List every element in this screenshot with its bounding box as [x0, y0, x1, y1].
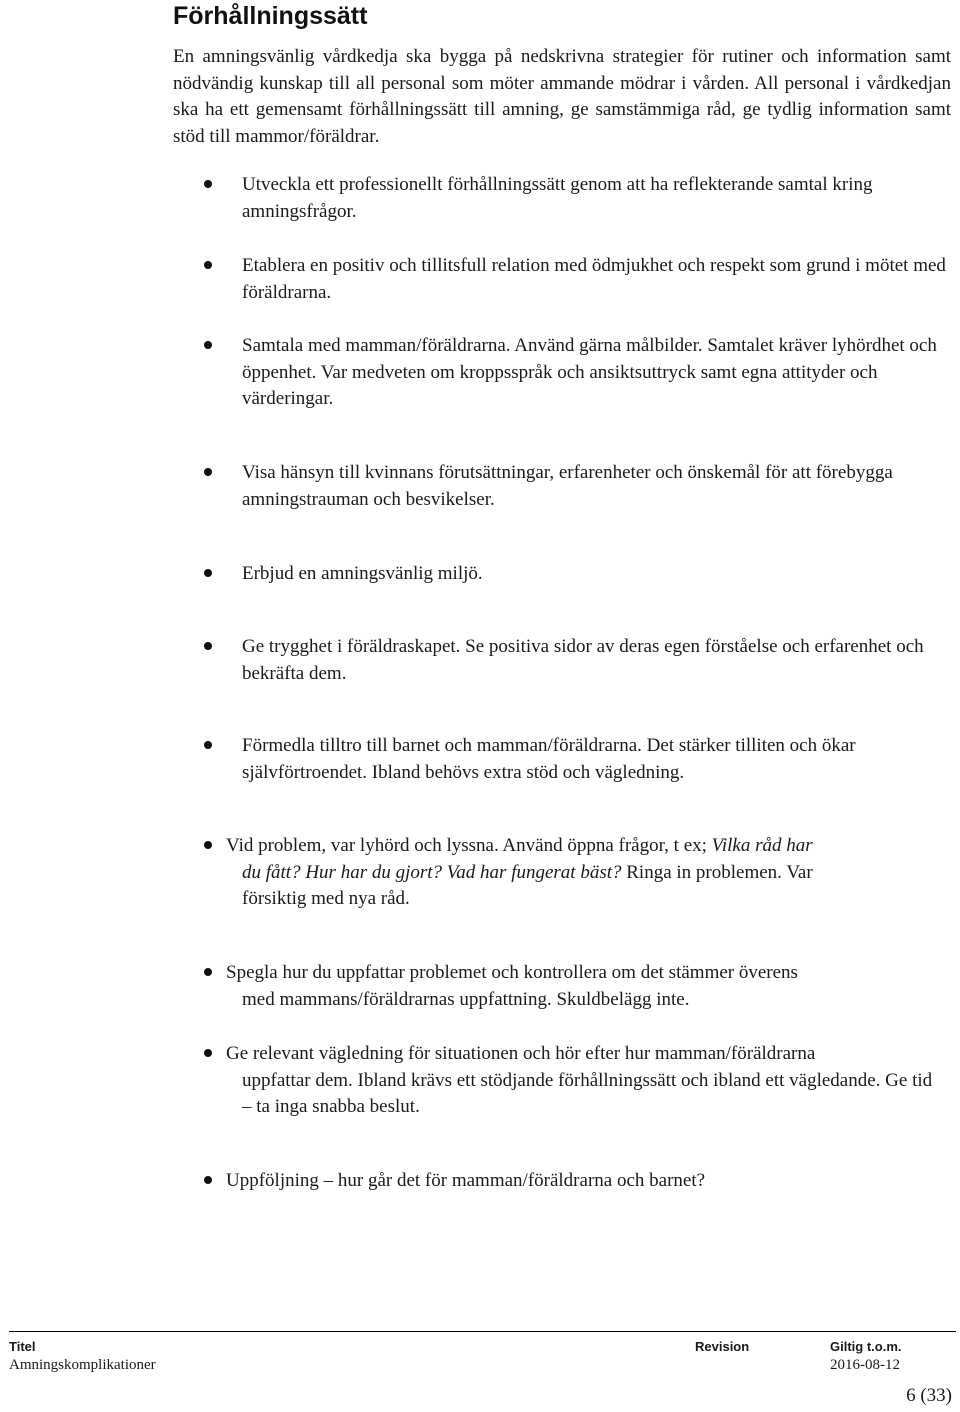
footer-title	[9, 1338, 156, 1374]
footer-revision-label: Revision	[695, 1339, 750, 1354]
bullet-icon	[204, 468, 212, 476]
list-item-text-part: försiktig med nya råd.	[242, 888, 410, 909]
footer-valid-label: Giltig t.o.m.	[830, 1339, 902, 1354]
list-item-text	[226, 960, 938, 1013]
footer-revision	[695, 1338, 749, 1356]
list-item-text: Förmedla tilltro till barnet och mamman/föräldrarna. Det stärker tilliten och ökar självförtroendet. Ibland behövs extra stöd och vägledning.	[242, 735, 856, 783]
footer-title-value: Amningskomplikationer	[9, 1357, 156, 1373]
bullet-icon	[204, 569, 212, 577]
bullet-icon	[204, 642, 212, 650]
list-item-text: Erbjud en amningsvänlig miljö.	[242, 563, 483, 584]
list-item-text: Ge trygghet i föräldraskapet. Se positiva sidor av deras egen förståelse och erfarenhet och bekräfta dem.	[242, 636, 924, 684]
footer-valid	[830, 1338, 902, 1374]
list-item-text: Visa hänsyn till kvinnans förutsättningar, erfarenheter och önskemål för att förebygga amningstrauman och besvikelser.	[242, 462, 893, 510]
list-item-italic: du fått? Hur har du gjort? Vad har fungerat bäst?	[242, 861, 622, 883]
list-item-text: Uppföljning – hur går det för mamman/föräldrarna och barnet?	[226, 1170, 706, 1191]
list-item-text-part: uppfattar dem. Ibland krävs ett stödjande förhållningssätt och ibland ett vägledande. Ge tid – ta inga snabba beslut.	[242, 1069, 933, 1117]
footer-title-label: Titel	[9, 1339, 36, 1354]
page-number: 6 (33)	[906, 1385, 952, 1406]
bullet-icon	[204, 741, 212, 749]
bullet-icon	[204, 341, 212, 349]
bullet-icon	[204, 841, 212, 849]
list-item-text-part: Ringa in problemen. Var	[621, 861, 813, 883]
footer-valid-value: 2016-08-12	[830, 1357, 900, 1373]
list-item-text-part: Spegla hur du uppfattar problemet och kontrollera om det stämmer överens	[226, 962, 798, 983]
bullet-icon	[204, 1049, 212, 1057]
page-heading: Förhållningssätt	[173, 2, 368, 30]
list-item-text: Etablera en positiv och tillitsfull relation med ödmjukhet och respekt som grund i mötet med föräldrarna.	[242, 255, 946, 303]
footer-divider	[9, 1331, 956, 1332]
intro-paragraph: En amningsvänlig vårdkedja ska bygga på nedskrivna strategier för rutiner och information samt nödvändig kunskap till all personal som möter ammande mödrar i vården. All personal i vårdkedjan ska ha ett gemensamt förhållningssätt till amning, ge samstämmiga råd, ge tydlig information samt stöd till mammor/föräldrar.	[173, 46, 951, 147]
list-item-text: Utveckla ett professionellt förhållningssätt genom att ha reflekterande samtal kring amningsfrågor.	[242, 174, 873, 222]
bullet-icon	[204, 968, 212, 976]
list-item-text-part: med mammans/föräldrarnas uppfattning. Skuldbelägg inte.	[242, 988, 690, 1010]
bullet-icon	[204, 180, 212, 188]
bullet-icon	[204, 1176, 212, 1184]
list-item-text-part: Vid problem, var lyhörd och lyssna. Använd öppna frågor, t ex;	[226, 835, 712, 856]
bullet-icon	[204, 261, 212, 269]
list-item-text: Samtala med mamman/föräldrarna. Använd gärna målbilder. Samtalet kräver lyhördhet och öppenhet. Var medveten om kroppsspråk och ansiktsuttryck samt egna attityder och värderingar.	[242, 335, 937, 409]
list-item-italic: Vilka råd har	[711, 835, 813, 856]
list-item-text	[226, 1041, 938, 1121]
list-item-text	[226, 833, 938, 913]
list-item-text-part: Ge relevant vägledning för situationen och hör efter hur mamman/föräldrarna	[226, 1043, 816, 1064]
